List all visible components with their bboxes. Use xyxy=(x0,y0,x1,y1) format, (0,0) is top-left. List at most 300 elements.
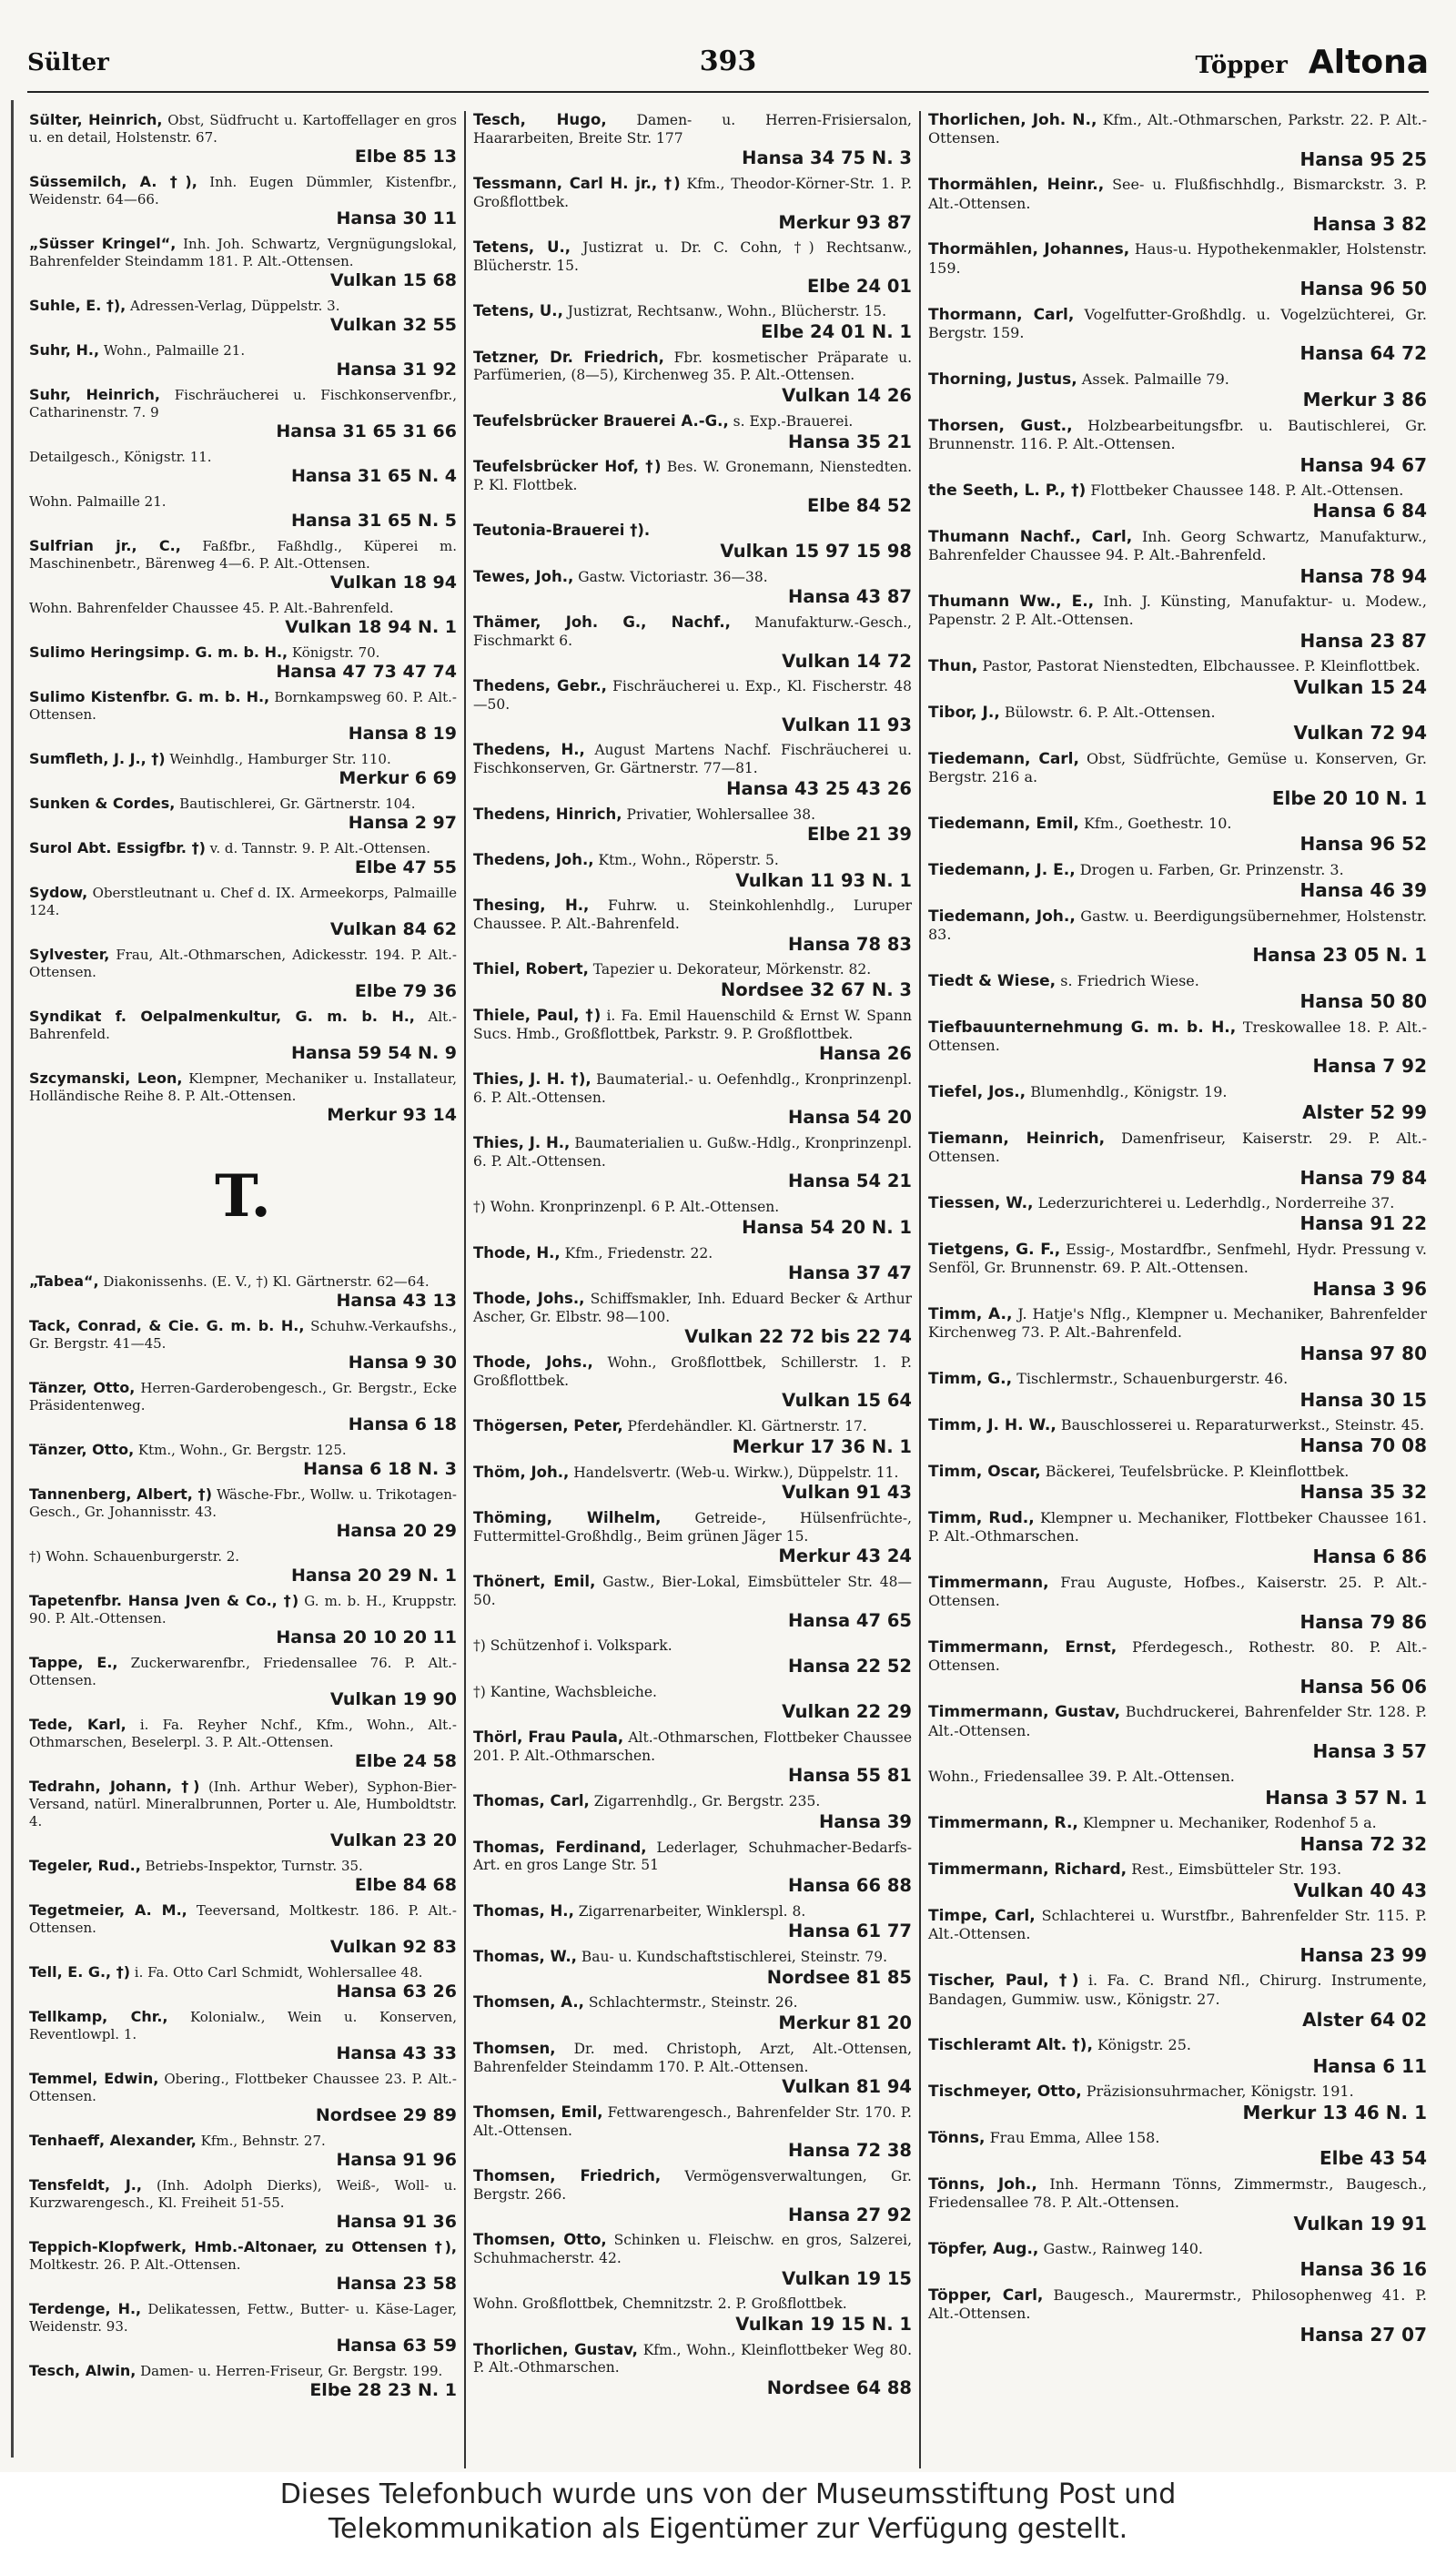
entry-phone: Hansa 39 xyxy=(818,1810,912,1832)
directory-entry xyxy=(29,1901,457,1958)
entry-details: Getreide-, Hülsenfrüchte-, Futtermittel-Großhdlg., Beim grünen Jäger 15. xyxy=(473,1510,912,1545)
entry-phone: Hansa 46 39 xyxy=(1299,879,1427,902)
entry-name: Tiessen, W., xyxy=(928,1193,1034,1212)
entry-name: Thorsen, Gust., xyxy=(928,416,1073,435)
entry-name: Tönns, Joh., xyxy=(928,2174,1037,2194)
entry-details: Essig-, Mostardfbr., Senfmehl, Hydr. Pressung v. Senföl, Gr. Brunnenstr. 69. P. Alt.-Ottensen. xyxy=(928,1240,1427,1277)
entry-phone: Hansa 78 83 xyxy=(788,933,912,955)
entry-details: Haus-u. Hypothekenmakler, Holstenstr. 159. xyxy=(928,240,1427,277)
entry-phone: Hansa 7 92 xyxy=(1312,1055,1427,1078)
entry-name: Tenhaeff, Alexander, xyxy=(29,2132,197,2149)
entry-phone: Vulkan 19 15 N. 1 xyxy=(735,2314,912,2336)
directory-entry xyxy=(928,2129,1427,2170)
directory-entry xyxy=(928,111,1427,170)
entry-name: Thormählen, Johannes, xyxy=(928,240,1130,259)
entry-name: Thöm, Joh., xyxy=(473,1463,570,1481)
directory-entry xyxy=(473,302,912,342)
entry-name: Tetens, U., xyxy=(473,302,563,320)
directory-entry xyxy=(928,1370,1427,1411)
entry-details: Klempner, Mechaniker u. Installateur, Holländische Reihe 8. P. Alt.-Ottensen. xyxy=(29,1070,457,1104)
entry-details: Schinken u. Fleischw. en gros, Salzerei, Schuhmacherstr. 42. xyxy=(473,2232,912,2266)
entry-phone: Hansa 31 92 xyxy=(336,360,457,380)
directory-entry xyxy=(29,492,457,532)
entry-details: Wohn. Palmaille 21. xyxy=(29,493,167,510)
entry-name: Thun, xyxy=(928,657,978,676)
entry-phone: Vulkan 14 72 xyxy=(782,650,912,672)
entry-name: Thöming, Wilhelm, xyxy=(473,1509,662,1526)
footer-line-2: Telekommunikation als Eigentümer zur Verfügung gestellt. xyxy=(328,2513,1128,2545)
entry-phone: Vulkan 15 97 15 98 xyxy=(720,541,912,562)
entry-phone: Vulkan 23 20 xyxy=(329,1830,457,1850)
entry-name: Süssemilch, A. †), xyxy=(29,173,197,190)
entry-details: i. Fa. Reyher Nchf., Kfm., Wohn., Alt.-Othmarschen, Beselerpl. 3. P. Alt.-Ottensen. xyxy=(29,1717,457,1750)
footer-line-1: Dieses Telefonbuch wurde uns von der Museumsstiftung Post und xyxy=(279,2478,1177,2510)
entry-phone: Hansa 72 32 xyxy=(1299,1832,1427,1855)
directory-entry xyxy=(29,297,457,336)
entry-details: Vermögensverwaltungen, Gr. Bergstr. 266. xyxy=(473,2168,912,2203)
entry-details: Fuhrw. u. Steinkohlenhdlg., Luruper Chaussee. P. Alt.-Bahrenfeld. xyxy=(473,897,912,933)
entry-name: Tewes, Joh., xyxy=(473,567,574,585)
entry-phone: Hansa 91 22 xyxy=(1299,1212,1427,1235)
directory-entry xyxy=(473,1509,912,1567)
directory-entry xyxy=(928,815,1427,856)
running-head-city: Altona xyxy=(1308,44,1429,81)
entry-details: Kfm., Goethestr. 10. xyxy=(1083,815,1232,832)
entry-name: Timmermann, R., xyxy=(928,1814,1078,1833)
entry-phone: Hansa 63 26 xyxy=(336,1981,457,2002)
entry-details: Kfm., Wohn., Kleinflottbeker Weg 80. P. Alt.-Othmarschen. xyxy=(473,2341,912,2377)
column-1-t-entries xyxy=(29,1272,457,2401)
entry-name: Tack, Conrad, & Cie. G. m. b. H., xyxy=(29,1317,305,1334)
directory-entry xyxy=(928,1019,1427,1078)
entry-phone: Vulkan 22 29 xyxy=(782,1701,912,1723)
entry-details: Schiffsmakler, Inh. Eduard Becker & Arthur Ascher, Gr. Elbstr. 98—100. xyxy=(473,1290,913,1325)
entry-name: Thörl, Frau Paula, xyxy=(473,1728,624,1747)
entry-name: Tiedemann, Carl, xyxy=(928,749,1079,768)
entry-phone: Vulkan 15 24 xyxy=(1293,675,1427,698)
directory-entry xyxy=(473,2295,912,2335)
entry-name: Tänzer, Otto, xyxy=(29,1379,136,1396)
directory-entry xyxy=(29,2300,457,2356)
directory-entry xyxy=(928,528,1427,587)
directory-entry xyxy=(473,1902,912,1942)
directory-entry xyxy=(29,1654,457,1710)
section-letter: T. xyxy=(215,1162,271,1231)
directory-entry xyxy=(473,412,912,452)
entry-details: Inh. J. Künsting, Manufaktur- u. Modew., Papenstr. 2 P. Alt.-Ottensen. xyxy=(928,592,1427,629)
entry-name: Thode, Johs., xyxy=(473,1353,593,1372)
entry-phone: Hansa 72 38 xyxy=(788,2140,912,2162)
entry-phone: Hansa 43 13 xyxy=(336,1291,457,1311)
directory-entry xyxy=(473,613,912,672)
entry-name: Surol Abt. Essigfbr. †) xyxy=(29,839,206,856)
directory-entry xyxy=(928,1971,1427,2031)
entry-name: Teppich-Klopfwerk, Hmb.-Altonaer, zu Ottensen †), xyxy=(29,2238,457,2255)
directory-entry xyxy=(928,1416,1427,1457)
directory-entry xyxy=(473,522,912,562)
directory-entry xyxy=(29,1716,457,1772)
entry-name: Syndikat f. Oelpalmenkultur, G. m. b. H., xyxy=(29,1008,415,1025)
entry-name: Tibor, J., xyxy=(928,703,1000,722)
entry-phone: Hansa 36 16 xyxy=(1299,2258,1427,2281)
entry-phone: Hansa 22 52 xyxy=(788,1655,912,1677)
directory-entry xyxy=(928,2286,1427,2346)
entry-phone: Merkur 93 87 xyxy=(778,211,912,233)
entry-phone: Elbe 84 68 xyxy=(354,1875,457,1895)
entry-name: Thode, H., xyxy=(473,1243,561,1262)
directory-entry xyxy=(29,2238,457,2295)
entry-phone: Hansa 20 29 N. 1 xyxy=(290,1566,457,1586)
entry-details: Bes. W. Gronemann, Nienstedten. P. Kl. Flottbek. xyxy=(473,459,913,493)
entry-details: Bau- u. Kundschaftstischlerei, Steinstr. 79. xyxy=(581,1949,888,1966)
entry-details: Wohn. Bahrenfelder Chaussee 45. P. Alt.-Bahrenfeld. xyxy=(29,600,394,616)
entry-phone: Hansa 23 58 xyxy=(336,2274,457,2294)
entry-phone: Vulkan 32 55 xyxy=(329,315,457,335)
entry-name: Tannenberg, Albert, †) xyxy=(29,1485,213,1503)
directory-entry xyxy=(473,897,912,955)
entry-name: Thesing, H., xyxy=(473,897,590,915)
entry-details: Königstr. 25. xyxy=(1097,2036,1191,2054)
entry-details: Obering., Flottbeker Chaussee 23. P. Alt.-Ottensen. xyxy=(29,2071,457,2104)
entry-phone: Hansa 47 73 47 74 xyxy=(276,662,457,682)
directory-entry xyxy=(473,2040,912,2098)
entry-details: Schlachtermstr., Steinstr. 26. xyxy=(588,1994,798,2012)
directory-entry xyxy=(473,1134,912,1192)
directory-entry xyxy=(473,1007,912,1065)
entry-phone: Hansa 43 87 xyxy=(788,586,912,608)
entry-phone: Alster 52 99 xyxy=(1302,1101,1427,1124)
entry-name: Timpe, Carl, xyxy=(928,1906,1036,1925)
directory-entry xyxy=(473,1728,912,1787)
entry-details: Inh. Georg Schwartz, Manufakturw., Bahrenfelder Chaussee 94. P. Alt.-Bahrenfeld. xyxy=(928,527,1427,564)
directory-entry xyxy=(473,741,912,799)
directory-entry xyxy=(928,370,1427,411)
entry-details: Alt.-Othmarschen, Flottbeker Chaussee 201. P. Alt.-Othmarschen. xyxy=(473,1729,913,1764)
directory-entry xyxy=(29,688,457,745)
entry-details: Flottbeker Chaussee 148. P. Alt.-Ottensen. xyxy=(1090,481,1404,499)
directory-entry xyxy=(928,1703,1427,1762)
entry-phone: Vulkan 22 72 bis 22 74 xyxy=(684,1326,912,1348)
directory-entry xyxy=(928,1860,1427,1901)
entry-phone: Hansa 64 72 xyxy=(1299,342,1427,365)
entry-phone: Hansa 55 81 xyxy=(788,1765,912,1787)
directory-entry xyxy=(29,946,457,1002)
column-2-entries xyxy=(473,111,912,2399)
directory-entry xyxy=(29,599,457,638)
entry-name: Thomas, W., xyxy=(473,1948,577,1966)
entry-phone: Elbe 24 01 xyxy=(806,275,912,297)
entry-name: the Seeth, L. P., †) xyxy=(928,481,1087,500)
directory-entry xyxy=(473,1637,912,1677)
directory-entry xyxy=(29,644,457,683)
entry-name: Thomsen, Otto, xyxy=(473,2231,607,2249)
entry-name: Tesch, Alwin, xyxy=(29,2362,136,2379)
directory-entry xyxy=(29,1547,457,1586)
entry-details: Bornkampsweg 60. P. Alt.-Ottensen. xyxy=(29,689,457,723)
entry-phone: Vulkan 11 93 N. 1 xyxy=(735,869,912,891)
entry-details: Weinhdlg., Hamburger Str. 110. xyxy=(169,751,391,767)
entry-phone: Hansa 35 21 xyxy=(788,431,912,452)
directory-entry xyxy=(473,677,912,735)
entry-details: †) Kantine, Wachsbleiche. xyxy=(473,1683,657,1700)
directory-entry xyxy=(29,1441,457,1480)
entry-name: Tiemann, Heinrich, xyxy=(928,1129,1106,1148)
entry-details: Fbr. kosmetischer Präparate u. Parfümerien, (8—5), Kirchenweg 35. P. Alt.-Ottensen. xyxy=(473,349,913,384)
entry-details: Delikatessen, Fettw., Butter- u. Käse-Lager, Weidenstr. 93. xyxy=(29,2301,457,2335)
entry-name: Timm, Oscar, xyxy=(928,1462,1041,1481)
entry-details: J. Hatje's Nflg., Klempner u. Mechaniker, Bahrenfelder Kirchenweg 73. P. Alt.-Bahrenfeld. xyxy=(928,1304,1428,1342)
entry-details: Moltkestr. 26. P. Alt.-Ottensen. xyxy=(29,2256,241,2273)
column-3 xyxy=(919,111,1434,2468)
entry-phone: Hansa 26 xyxy=(818,1043,912,1065)
entry-phone: Merkur 43 24 xyxy=(778,1546,912,1567)
entry-phone: Alster 64 02 xyxy=(1302,2008,1427,2031)
entry-details: Kolonialw., Wein u. Konserven, Reventlowpl. 1. xyxy=(29,2009,457,2042)
entry-name: Tell, E. G., †) xyxy=(29,1963,131,1981)
entry-details: v. d. Tannstr. 9. P. Alt.-Ottensen. xyxy=(209,840,430,856)
entry-phone: Hansa 2 97 xyxy=(348,813,457,833)
entry-phone: Vulkan 84 62 xyxy=(329,919,457,939)
entry-details: Kfm., Alt.-Othmarschen, Parkstr. 22. P. Alt.-Ottensen. xyxy=(928,111,1427,147)
entry-name: Sulimo Kistenfbr. G. m. b. H., xyxy=(29,688,270,705)
directory-entry xyxy=(473,2341,912,2399)
entry-details: Zigarrenhdlg., Gr. Bergstr. 235. xyxy=(593,1793,821,1810)
entry-name: Thögersen, Peter, xyxy=(473,1417,623,1435)
entry-details: Drogen u. Farben, Gr. Prinzenstr. 3. xyxy=(1079,860,1344,878)
entry-phone: Hansa 23 87 xyxy=(1299,629,1427,652)
entry-details: Faßfbr., Faßhdlg., Küperei m. Maschinenbetr., Bärenweg 4—6. P. Alt.-Ottensen. xyxy=(29,538,457,572)
entry-name: Timmermann, Ernst, xyxy=(928,1638,1117,1657)
directory-entry xyxy=(29,537,457,593)
entry-phone: Elbe 79 36 xyxy=(354,981,457,1001)
entry-details: (Inh. Adolph Dierks), Weiß-, Woll- u. Kurzwarengesch., Kl. Freiheit 51-55. xyxy=(29,2177,457,2211)
directory-entry xyxy=(29,1317,457,1373)
entry-details: Damenfriseur, Kaiserstr. 29. P. Alt.-Ottensen. xyxy=(928,1129,1428,1166)
entry-phone: Hansa 59 54 N. 9 xyxy=(290,1043,457,1063)
running-head xyxy=(27,36,1429,93)
entry-name: Thies, J. H., xyxy=(473,1134,571,1152)
entry-details: Manufakturw.-Gesch., Fischmarkt 6. xyxy=(473,614,912,649)
directory-entry xyxy=(928,240,1427,299)
entry-phone: Hansa 3 57 N. 1 xyxy=(1265,1786,1427,1809)
entry-name: Szcymanski, Leon, xyxy=(29,1069,183,1087)
directory-entry xyxy=(473,111,912,169)
entry-name: Thedens, H., xyxy=(473,741,585,759)
entry-details: Teeversand, Moltkestr. 186. P. Alt.-Ottensen. xyxy=(29,1902,457,1936)
entry-details: Pastor, Pastorat Nienstedten, Elbchaussee. P. Kleinflottbek. xyxy=(982,657,1421,675)
entry-name: Thode, Johs., xyxy=(473,1289,585,1307)
entry-details: Tischlermstr., Schauenburgerstr. 46. xyxy=(1016,1370,1289,1388)
entry-phone: Hansa 95 25 xyxy=(1299,147,1427,170)
entry-details: Frau, Alt.-Othmarschen, Adickesstr. 194. P. Alt.-Ottensen. xyxy=(29,947,457,980)
directory-entry xyxy=(928,750,1427,809)
entry-phone: Vulkan 19 90 xyxy=(329,1689,457,1709)
entry-details: Fettwarengesch., Bahrenfelder Str. 170. P. Alt.-Ottensen. xyxy=(473,2103,912,2139)
entry-phone: Merkur 3 86 xyxy=(1302,389,1427,411)
entry-phone: Hansa 37 47 xyxy=(788,1262,912,1284)
entry-name: Timmermann, xyxy=(928,1573,1049,1592)
entry-name: Thönert, Emil, xyxy=(473,1573,596,1591)
directory-entry xyxy=(928,2036,1427,2077)
entry-phone: Vulkan 40 43 xyxy=(1293,1879,1427,1901)
entry-name: Temmel, Edwin, xyxy=(29,2070,159,2087)
entry-phone: Hansa 8 19 xyxy=(348,724,457,744)
directory-entry xyxy=(29,2008,457,2064)
entry-phone: Elbe 21 39 xyxy=(806,824,912,846)
entry-phone: Merkur 93 14 xyxy=(327,1105,457,1125)
entry-details: Lederlager, Schuhmacher-Bedarfs-Art. en gros Lange Str. 51 xyxy=(473,1839,912,1874)
entry-name: Thiel, Robert, xyxy=(473,960,589,978)
entry-phone: Hansa 54 20 N. 1 xyxy=(742,1216,912,1238)
directory-entry xyxy=(928,1130,1427,1189)
directory-entry xyxy=(473,1290,912,1348)
directory-columns xyxy=(0,111,1456,2468)
entry-phone: Hansa 63 59 xyxy=(336,2336,457,2356)
directory-entry xyxy=(928,481,1427,522)
entry-name: Tensfeldt, J., xyxy=(29,2176,142,2194)
directory-entry xyxy=(928,593,1427,652)
entry-phone: Hansa 79 86 xyxy=(1299,1610,1427,1633)
entry-name: Thomsen, xyxy=(473,2039,556,2057)
entry-phone: Nordsee 29 89 xyxy=(315,2105,457,2125)
entry-phone: Hansa 66 88 xyxy=(788,1874,912,1896)
entry-details: Baumaterial.- u. Oefenhdlg., Kronprinzenpl. 6. P. Alt.-Ottensen. xyxy=(473,1070,912,1106)
entry-phone: Hansa 6 11 xyxy=(1312,2054,1427,2077)
entry-details: i. Fa. Emil Hauenschild & Ernst W. Spann Sucs. Hmb., Großflottbek, Parkstr. 9. P. Großflottbek. xyxy=(473,1007,912,1042)
directory-entry xyxy=(29,1778,457,1851)
entry-details: Wohn., Palmaille 21. xyxy=(103,342,246,359)
directory-entry xyxy=(473,1417,912,1457)
entry-phone: Hansa 3 57 xyxy=(1312,1740,1427,1763)
entry-phone: Hansa 97 80 xyxy=(1299,1342,1427,1364)
entry-details: Schuhw.-Verkaufshs., Gr. Bergstr. 41—45. xyxy=(29,1318,457,1352)
entry-name: Töpper, Carl, xyxy=(928,2285,1044,2305)
entry-details: Inh. Hermann Tönns, Zimmermstr., Baugesch., Friedensallee 78. P. Alt.-Ottensen. xyxy=(928,2174,1427,2212)
directory-entry xyxy=(473,1464,912,1504)
entry-details: Inh. Joh. Schwartz, Vergnügungslokal, Bahrenfelder Steindamm 181. P. Alt.-Ottensen. xyxy=(29,236,457,269)
entry-details: Justizrat, Rechtsanw., Wohn., Blücherstr. 15. xyxy=(567,303,887,320)
directory-entry xyxy=(928,1509,1427,1568)
directory-entry xyxy=(473,238,912,297)
directory-entry xyxy=(473,1573,912,1631)
directory-entry xyxy=(29,1485,457,1542)
entry-name: Tiedemann, Emil, xyxy=(928,815,1079,833)
entry-name: Terdenge, H., xyxy=(29,2300,142,2317)
entry-name: Tiedemann, Joh., xyxy=(928,907,1076,926)
entry-name: Sylvester, xyxy=(29,946,110,963)
directory-entry xyxy=(928,1638,1427,1698)
entry-details: August Martens Nachf. Fischräucherei u. Fischkonserven, Gr. Gärtnerstr. 77—81. xyxy=(473,742,912,777)
directory-entry xyxy=(928,1194,1427,1235)
directory-entry xyxy=(928,2240,1427,2281)
entry-phone: Hansa 6 84 xyxy=(1312,500,1427,522)
entry-name: Tapetenfbr. Hansa Jven & Co., †) xyxy=(29,1592,299,1609)
directory-entry xyxy=(29,2362,457,2401)
footer-notice xyxy=(0,2472,1456,2554)
entry-name: Tiedt & Wiese, xyxy=(928,971,1057,990)
entry-details: Obst, Südfrucht u. Kartoffellager en gros u. en detail, Holstenstr. 67. xyxy=(29,112,458,146)
directory-entry xyxy=(29,1069,457,1126)
running-head-last-name: Töpper xyxy=(1195,52,1288,79)
entry-phone: Hansa 79 84 xyxy=(1299,1166,1427,1189)
entry-name: Thomas, Ferdinand, xyxy=(473,1838,647,1856)
entry-phone: Hansa 9 30 xyxy=(348,1353,457,1373)
entry-phone: Hansa 3 96 xyxy=(1312,1277,1427,1300)
directory-entry xyxy=(29,173,457,229)
entry-phone: Elbe 47 55 xyxy=(354,857,457,877)
entry-name: Timmermann, Richard, xyxy=(928,1860,1127,1880)
entry-details: Ktm., Wohn., Gr. Bergstr. 125. xyxy=(137,1442,347,1458)
directory-entry xyxy=(473,806,912,846)
entry-name: Thämer, Joh. G., Nachf., xyxy=(473,613,731,632)
entry-details: †) Wohn. Kronprinzenpl. 6 P. Alt.-Ottensen. xyxy=(473,1199,780,1216)
entry-phone: Hansa 3 82 xyxy=(1312,213,1427,236)
entry-details: i. Fa. C. Brand Nfl., Chirurg. Instrumente, Bandagen, Gummiw. usw., Königstr. 27. xyxy=(928,1971,1427,2008)
column-2 xyxy=(464,111,919,2468)
entry-name: Thorlichen, Gustav, xyxy=(473,2340,638,2358)
entry-details: Damen- u. Herren-Friseur, Gr. Bergstr. 199. xyxy=(140,2363,443,2379)
directory-entry xyxy=(473,1792,912,1832)
directory-entry xyxy=(29,1963,457,2002)
entry-name: Thorlichen, Joh. N., xyxy=(928,111,1097,129)
column-1 xyxy=(22,111,464,2468)
entry-details: Wohn., Großflottbek, Schillerstr. 1. P. Großflottbek. xyxy=(473,1354,912,1389)
entry-details: Präzisionsuhrmacher, Königstr. 191. xyxy=(1086,2083,1354,2101)
entry-phone: Nordsee 64 88 xyxy=(766,2377,912,2399)
directory-entry xyxy=(928,907,1427,967)
directory-entry xyxy=(928,1305,1427,1364)
entry-phone: Hansa 20 10 20 11 xyxy=(276,1627,457,1647)
entry-name: Tegeler, Rud., xyxy=(29,1857,141,1874)
directory-entry xyxy=(29,386,457,442)
page-number: 393 xyxy=(699,46,757,77)
entry-details: Herren-Garderobengesch., Gr. Bergstr., Ecke Präsidentenweg. xyxy=(29,1380,457,1414)
entry-name: Tellkamp, Chr., xyxy=(29,2008,168,2025)
entry-name: „Süsser Kringel“, xyxy=(29,235,177,252)
entry-name: Timmermann, Gustav, xyxy=(928,1703,1121,1722)
entry-details: †) Schützenhof i. Volkspark. xyxy=(473,1637,672,1655)
directory-entry xyxy=(29,1592,457,1648)
entry-name: Tede, Karl, xyxy=(29,1716,126,1733)
entry-details: Klempner u. Mechaniker, Flottbeker Chaussee 161. P. Alt.-Othmarschen. xyxy=(928,1508,1427,1545)
directory-entry xyxy=(928,1574,1427,1633)
entry-name: Tischleramt Alt. †), xyxy=(928,2036,1093,2055)
entry-name: Thedens, Joh., xyxy=(473,850,594,868)
directory-entry xyxy=(29,1008,457,1064)
directory-entry xyxy=(29,750,457,789)
entry-name: Thiele, Paul, †) xyxy=(473,1006,602,1024)
directory-entry xyxy=(29,341,457,380)
entry-name: Thomas, Carl, xyxy=(473,1792,590,1810)
entry-phone: Hansa 50 80 xyxy=(1299,990,1427,1013)
entry-phone: Vulkan 15 64 xyxy=(782,1390,912,1412)
entry-phone: Hansa 6 18 xyxy=(348,1414,457,1434)
entry-phone: Hansa 27 07 xyxy=(1299,2323,1427,2346)
entry-details: Buchdruckerei, Bahrenfelder Str. 128. P. Alt.-Ottensen. xyxy=(928,1703,1427,1739)
directory-entry xyxy=(473,1353,912,1412)
entry-phone: Hansa 30 15 xyxy=(1299,1388,1427,1411)
directory-entry xyxy=(29,884,457,940)
entry-details: Baumaterialien u. Gußw.-Hdlg., Kronprinzenpl. 6. P. Alt.-Ottensen. xyxy=(473,1135,913,1170)
directory-entry xyxy=(928,1241,1427,1300)
directory-entry xyxy=(928,657,1427,698)
entry-name: Thomsen, A., xyxy=(473,1993,584,2012)
directory-entry xyxy=(473,1070,912,1129)
entry-details: Oberstleutnant u. Chef d. IX. Armeekorps, Palmaille 124. xyxy=(29,885,457,918)
entry-name: Suhr, H., xyxy=(29,341,100,359)
entry-phone: Elbe 24 58 xyxy=(354,1751,457,1771)
entry-name: Tedrahn, Johann, †) xyxy=(29,1778,200,1795)
